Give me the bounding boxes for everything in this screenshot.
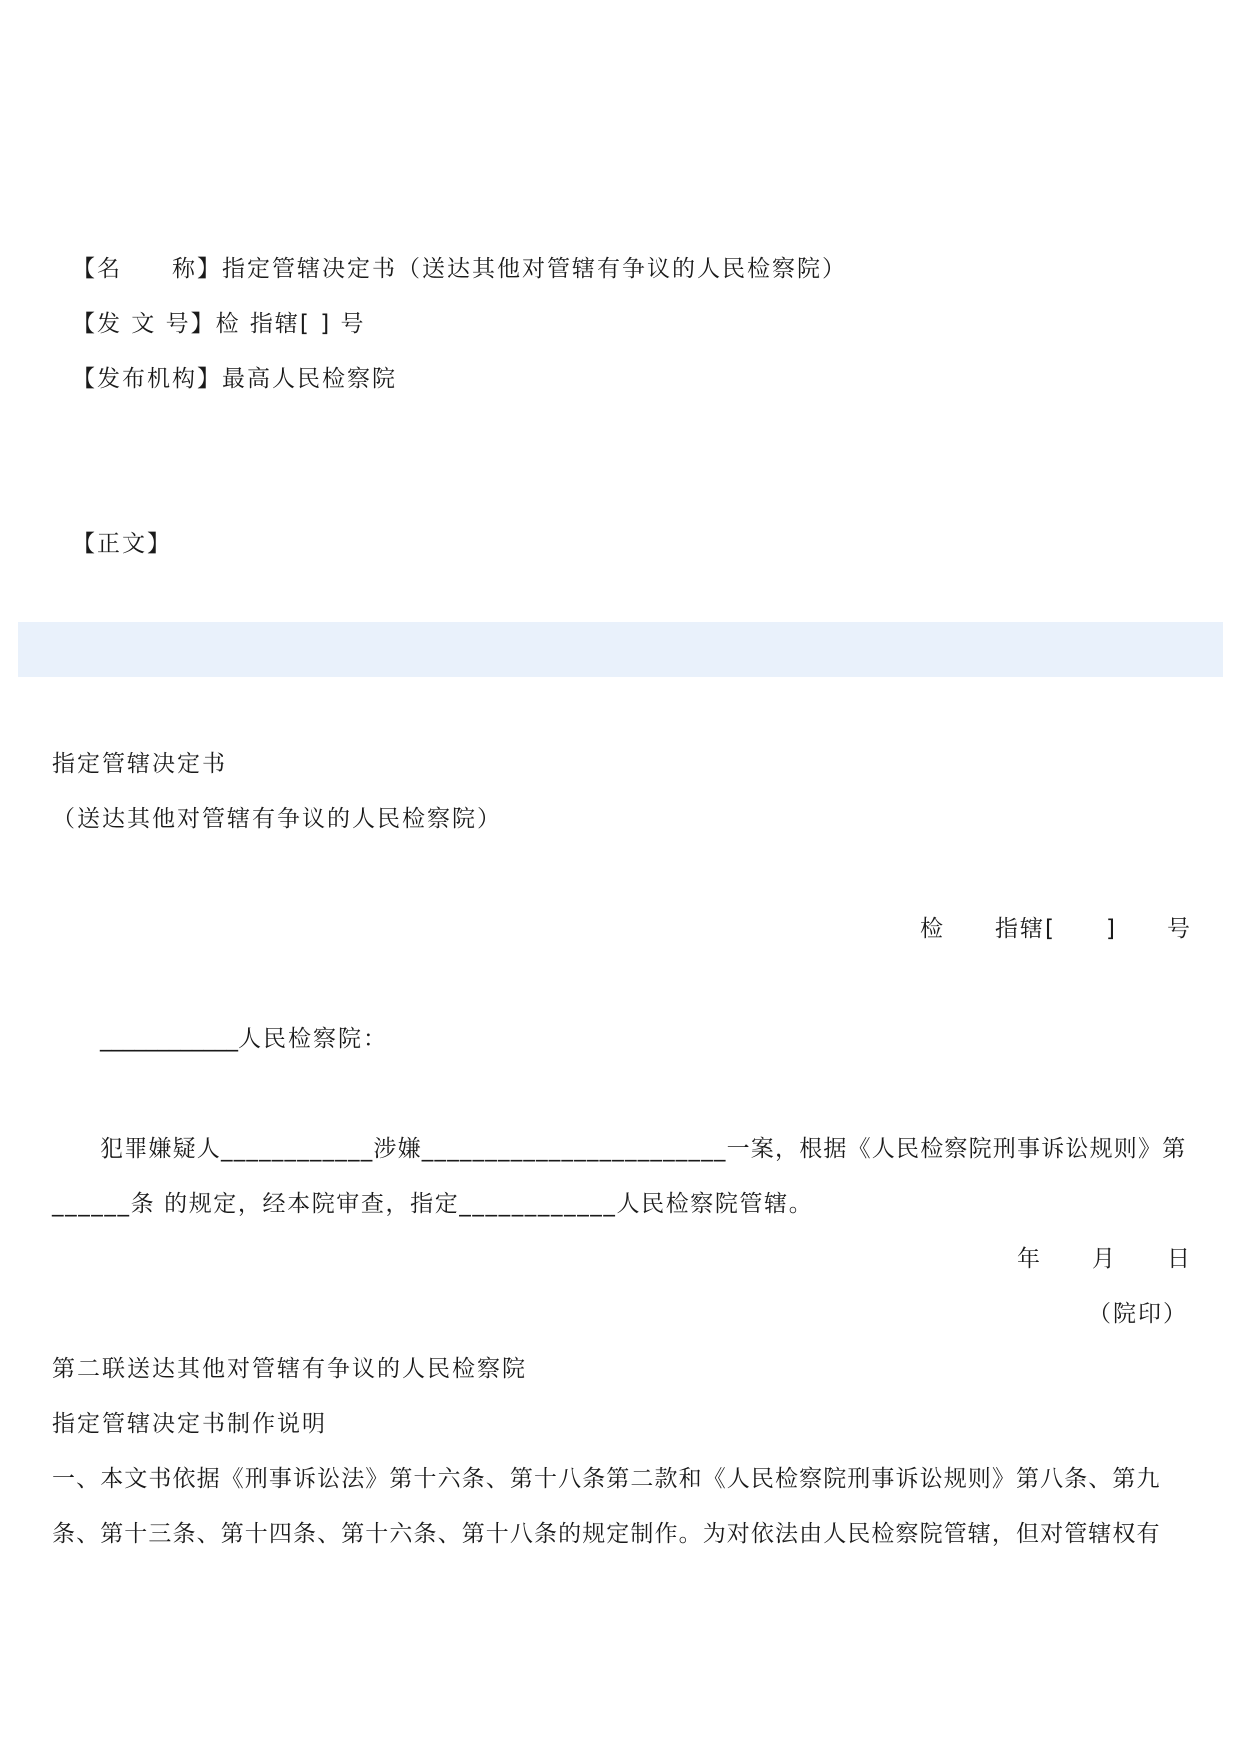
meta-docno-row [72,305,366,338]
instructions-line-1: 一、本文书依据《刑事诉讼法》第十六条、第十八条第二款和《人民检察院刑事诉讼规则》第八条、第九 [52,1466,1161,1492]
paragraph-1-line-2: ______条 的规定，经本院审查，指定____________人民检察院管辖。 [52,1191,814,1217]
meta-docno-value: 检 指辖[ ] 号 [215,311,366,337]
meta-name-row [72,250,847,283]
instructions-line-2: 条、第十三条、第十四条、第十六条、第十八条的规定制作。为对依法由人民检察院管辖，但对管辖权有 [52,1521,1161,1547]
addressee-blank: ____________ [100,1026,238,1052]
body-section-label: 【正文】 [72,531,172,557]
meta-docno-label: 【发 文 号】 [72,311,216,337]
document-number: 检 指辖[ ] 号 [920,916,1192,942]
seal-note: （院印） [1088,1301,1188,1327]
section-divider-band [18,622,1223,677]
meta-issuer-value: 最高人民检察院 [222,366,397,392]
paragraph-1-line-1: 犯罪嫌疑人____________涉嫌________________________一案，根据《人民检察院刑事诉讼规则》第 [100,1136,1187,1162]
addressee-suffix: 人民检察院： [238,1026,388,1052]
date-line: 年 月 日 [1017,1246,1192,1272]
instructions-title: 指定管辖决定书制作说明 [52,1411,327,1437]
meta-issuer-label: 【发布机构】 [72,366,222,392]
meta-name-label: 【名 称】 [72,256,222,282]
document-subtitle: （送达其他对管辖有争议的人民检察院） [52,806,502,832]
addressee-line [100,1020,388,1053]
meta-issuer-row [72,360,397,393]
document-title: 指定管辖决定书 [52,751,227,777]
meta-name-value: 指定管辖决定书（送达其他对管辖有争议的人民检察院） [222,256,847,282]
copy-note: 第二联送达其他对管辖有争议的人民检察院 [52,1356,527,1382]
